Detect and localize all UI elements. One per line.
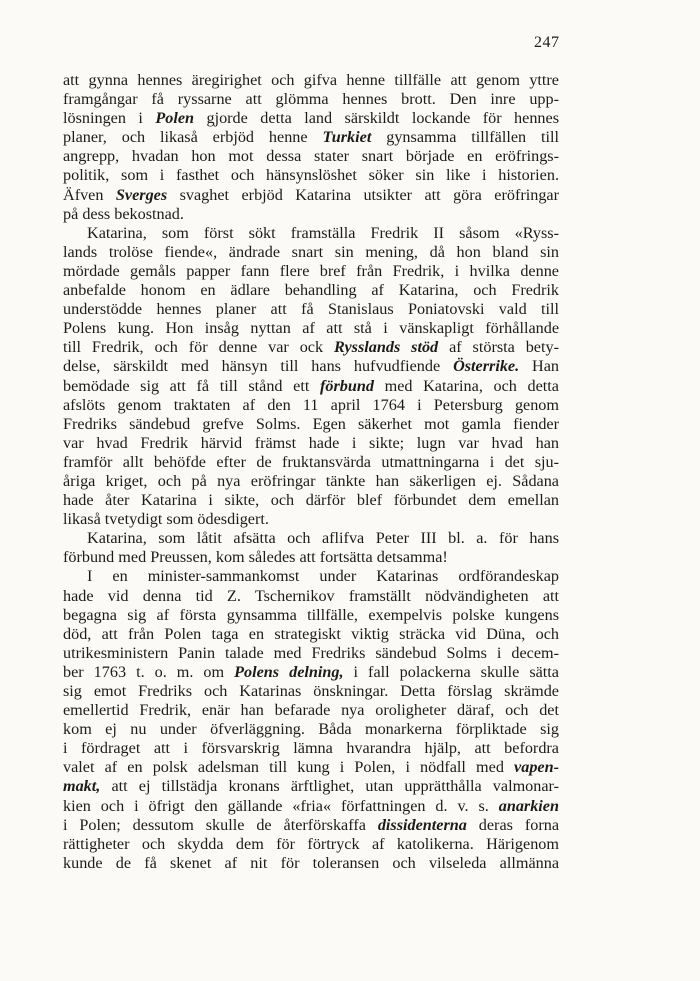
text-segment: angrepp, hvadan hon mot dessa stater snart började en eröfrings- [63, 147, 559, 166]
emphasized-text: vapen- [514, 758, 559, 777]
text-segment: i fall polackerna skulle sätta [343, 662, 559, 681]
text-line [63, 453, 559, 472]
text-segment: i Polen; dessutom skulle de återförskaffa [63, 815, 378, 834]
text-line [63, 606, 559, 625]
text-segment: I en minister-sammankomst under Katarinas ordförandeskap [87, 567, 559, 586]
text-segment: med Katarina, och detta [373, 376, 559, 395]
text-line [63, 281, 559, 300]
text-line [63, 357, 559, 376]
text-line [63, 109, 559, 128]
emphasized-text: förbund [319, 376, 374, 395]
text-segment: planer, och likaså erbjöd henne [63, 128, 323, 147]
text-segment: likaså tvetydigt som ödesdigert. [63, 510, 269, 529]
text-segment: lands trolöse fiende«, ändrade snart sin mening, då hon bland sin [63, 242, 559, 261]
text-segment: deras forna [466, 815, 559, 834]
text-line [63, 625, 559, 644]
text-line [63, 472, 559, 491]
text-line [63, 205, 559, 224]
text-segment: utrikesministern Panin talade med Fredriks sändebud Solms i decem- [63, 643, 559, 662]
text-segment: Fredriks sändebud grefve Solms. Egen säkerhet mot gamla fiender [63, 414, 559, 433]
text-line [63, 377, 559, 396]
text-line [63, 186, 559, 205]
text-segment: Polens kung. Hon insåg nyttan af att stå i vänskapligt förhållande [63, 319, 559, 338]
text-line [63, 243, 559, 262]
text-line [63, 701, 559, 720]
emphasized-text: dissidenterna [377, 815, 467, 834]
text-line [63, 396, 559, 415]
text-line [63, 300, 559, 319]
text-line [63, 816, 559, 835]
text-line [63, 128, 559, 147]
text-line [63, 529, 559, 548]
text-segment: Han [519, 357, 559, 376]
text-line [63, 491, 559, 510]
text-segment: att ej tillstädja kronans ärftlighet, utan upprätthålla valmonar- [100, 777, 559, 796]
text-segment: valet af en polsk adelsman till kung i Polen, i nödfall med [63, 758, 515, 777]
text-line [63, 548, 559, 567]
text-segment: död, att från Polen taga en strategiskt viktig sträcka vid Düna, och [63, 624, 559, 643]
text-line [63, 777, 559, 796]
text-segment: Katarina, som först sökt framställa Fredrik II såsom «Ryss- [87, 223, 559, 242]
text-line [63, 434, 559, 453]
text-segment: svaghet erbjöd Katarina utsikter att göra eröfringar [167, 185, 559, 204]
text-segment: gjorde detta land särskildt lockande för hennes [194, 109, 559, 128]
text-segment: rättigheter och skydda dem för förtryck af katolikerna. Härigenom [63, 834, 559, 853]
text-segment: kien och i öfrigt den gällande «fria« författningen d. v. s. [63, 796, 499, 815]
text-segment: till Fredrik, och för denne var ock [63, 338, 334, 357]
text-line [63, 90, 559, 109]
text-segment: understödde hennes planer att få Stanislaus Poniatovski vald till [63, 300, 559, 319]
text-line [63, 224, 559, 243]
text-line [63, 319, 559, 338]
text-line [63, 567, 559, 586]
text-segment: hade vid denna tid Z. Tschernikov framställt nödvändigheten att [63, 586, 559, 605]
text-line [63, 758, 559, 777]
text-line [63, 682, 559, 701]
text-segment: mördade gemåls papper fann flere bref från Fredrik, i hvilka denne [63, 261, 559, 280]
emphasized-text: Rysslands stöd [333, 338, 439, 357]
text-line [63, 147, 559, 166]
text-segment: framgångar få ryssarne att glömma hennes brott. Den inre upp- [63, 90, 559, 109]
emphasized-text: Polens delning, [234, 662, 344, 681]
text-line [63, 415, 559, 434]
text-segment: af största bety- [438, 338, 559, 357]
emphasized-text: Turkiet [322, 128, 372, 147]
emphasized-text: Polen [155, 109, 195, 128]
emphasized-text: Österrike. [453, 357, 520, 376]
text-segment: Äfven [63, 185, 116, 204]
text-segment: hade åter Katarina i sikte, och därför blef förbundet dem emellan [63, 491, 559, 510]
text-line [63, 587, 559, 606]
text-segment: förbund med Preussen, kom således att fortsätta detsamma! [63, 548, 448, 567]
text-segment: afslöts genom traktaten af den 11 april 1764 i Petersburg genom [63, 395, 559, 414]
emphasized-text: Sverges [115, 185, 168, 204]
text-line [63, 71, 559, 90]
text-segment: gynsamma tillfällen till [371, 128, 559, 147]
text-segment: delse, särskildt med hänsyn till hans hufvudfiende [63, 357, 454, 376]
text-line [63, 262, 559, 281]
text-segment: lösningen i [63, 109, 156, 128]
text-line [63, 663, 559, 682]
text-segment: att gynna hennes äregirighet och gifva henne tillfälle att genom yttre [63, 71, 559, 89]
text-segment: Katarina, som låtit afsätta och aflifva Peter III bl. a. för hans [87, 529, 559, 548]
text-segment: var hvad Fredrik härvid främst hade i sikte; lugn var hvad han [63, 433, 559, 452]
text-line [63, 338, 559, 357]
text-segment: politik, som i fasthet och hänsynslöshet söker sin like i historien. [63, 166, 559, 185]
text-segment: kunde de få skenet af nit för toleransen och vilseleda allmänna [63, 853, 559, 872]
emphasized-text: makt, [63, 777, 101, 796]
page-number: 247 [534, 34, 560, 51]
text-segment: på dess bekostnad. [63, 204, 184, 223]
text-line [63, 854, 559, 873]
text-line [63, 644, 559, 663]
text-segment: sig emot Fredriks och Katarinas önskningar. Detta förslag skrämde [63, 682, 559, 700]
text-segment: framför allt behöfde efter de fruktansvärda utmattningarna i det sju- [63, 452, 559, 471]
body-text [63, 71, 559, 873]
text-segment: åriga kriget, och på nya eröfringar tänkte han säkerligen ej. Sådana [63, 471, 559, 490]
emphasized-text: anarkien [498, 796, 559, 815]
text-line [63, 166, 559, 185]
text-segment: i fördraget att i försvarskrig lämna hvarandra hjälp, att befordra [63, 739, 559, 758]
text-segment: kom ej nu under öfverläggning. Båda monarkerna förpliktade sig [63, 720, 559, 739]
text-line [63, 835, 559, 854]
text-line [63, 739, 559, 758]
text-segment: anbefalde honom en ädlare behandling af Katarina, och Fredrik [63, 281, 559, 300]
text-line [63, 797, 559, 816]
text-segment: bemödade sig att få till stånd ett [63, 376, 320, 395]
text-segment: ber 1763 t. o. m. om [63, 662, 235, 681]
text-segment: begagna sig af första gynsamma tillfälle, exempelvis polske kungens [63, 605, 559, 624]
text-segment: emellertid Fredrik, enär han befarade nya oroligheter däraf, och det [63, 701, 559, 720]
text-line [63, 720, 559, 739]
text-line [63, 510, 559, 529]
